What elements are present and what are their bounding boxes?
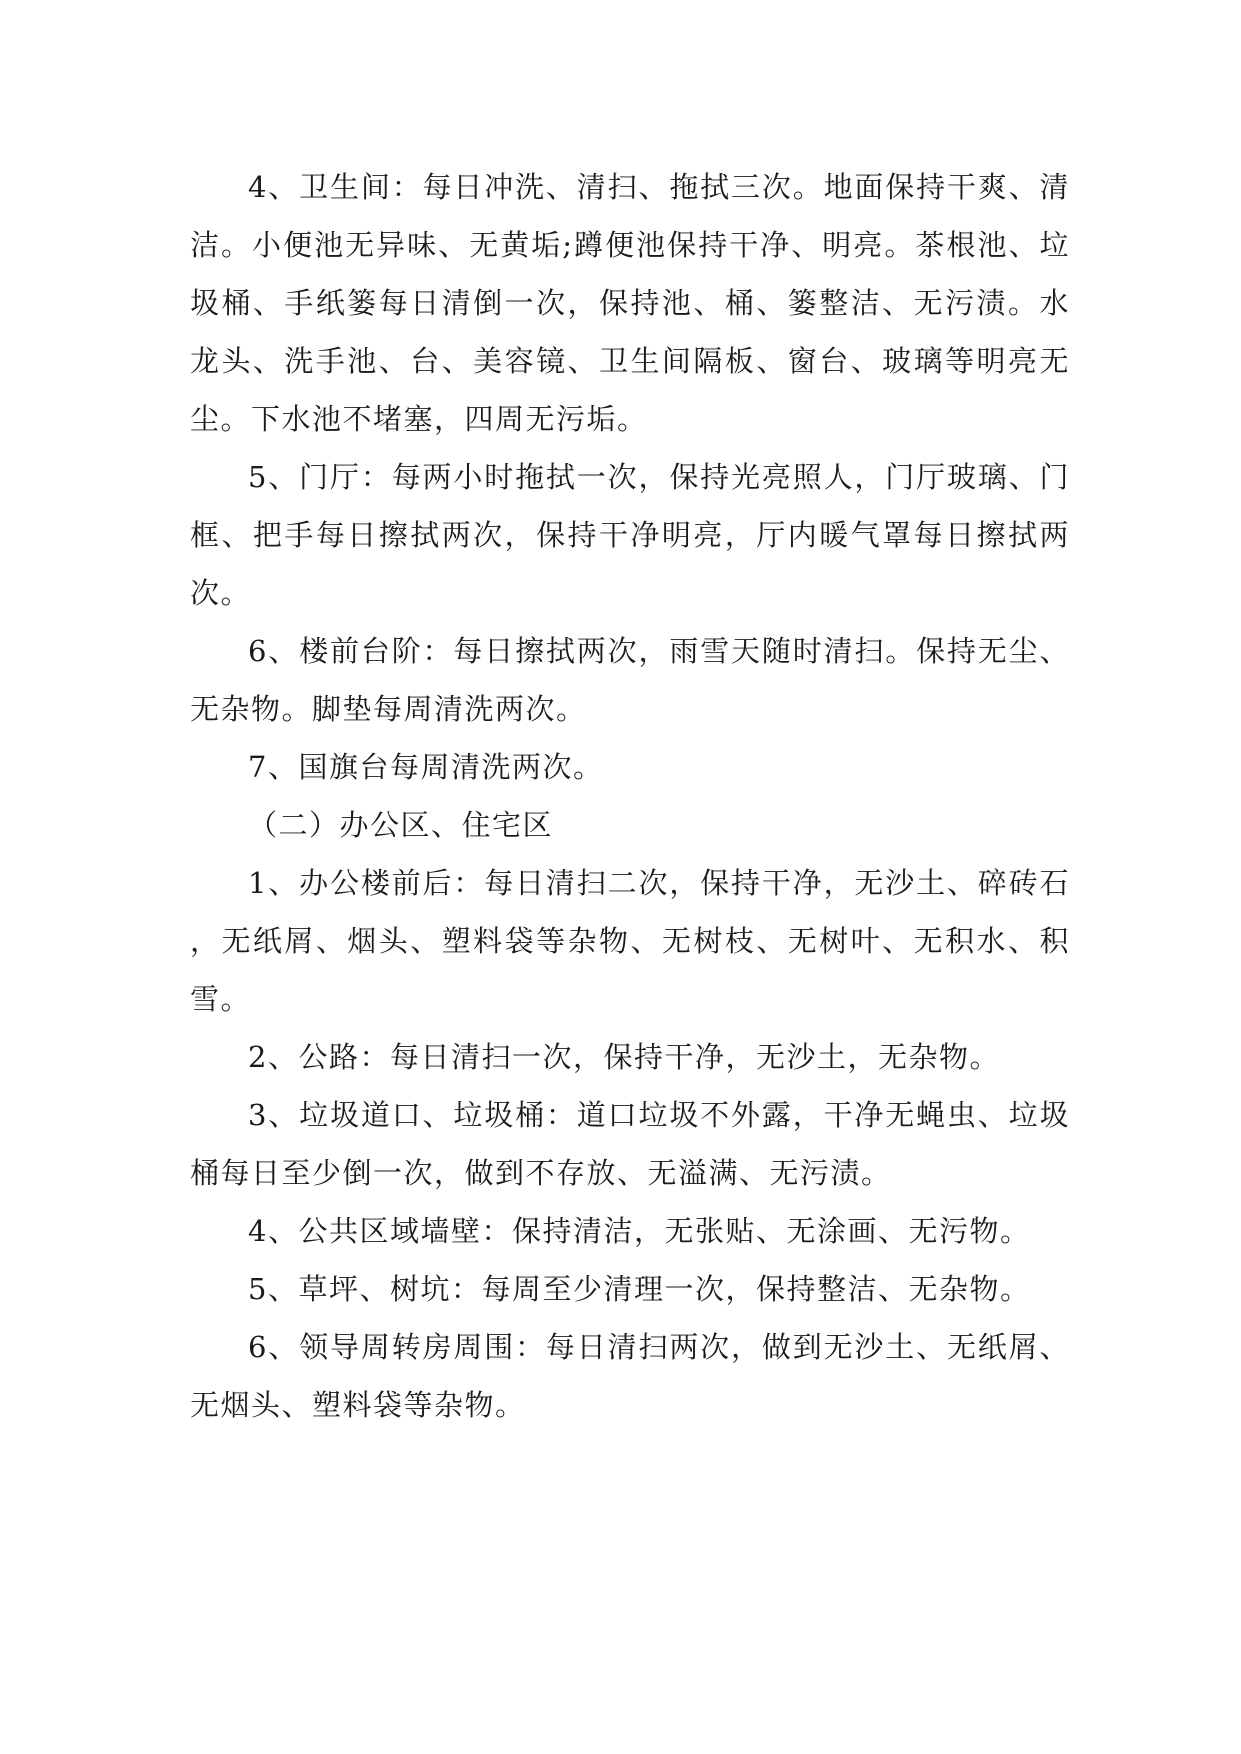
paragraph-office-building: 1、办公楼前后：每日清扫二次，保持干净，无沙土、碎砖石，无纸屑、烟头、塑料袋等杂物、无树枝、无树叶、无积水、积雪。 <box>190 866 1070 1016</box>
document-body <box>190 158 1070 1434</box>
paragraph-garbage: 3、垃圾道口、垃圾桶：道口垃圾不外露，干净无蝇虫、垃圾桶每日至少倒一次，做到不存放、无溢满、无污渍。 <box>190 1098 1070 1190</box>
paragraph-public-walls: 4、公共区域墙壁：保持清洁，无张贴、无涂画、无污物。 <box>248 1214 1031 1248</box>
paragraph-front-steps: 6、楼前台阶：每日擦拭两次，雨雪天随时清扫。保持无尘、无杂物。脚垫每周清洗两次。 <box>190 634 1070 726</box>
paragraph-lobby: 5、门厅：每两小时拖拭一次，保持光亮照人，门厅玻璃、门框、把手每日擦拭两次，保持干净明亮，厅内暖气罩每日擦拭两次。 <box>190 460 1070 610</box>
paragraph-restroom: 4、卫生间：每日冲洗、清扫、拖拭三次。地面保持干爽、清洁。小便池无异味、无黄垢;蹲便池保持干净、明亮。茶根池、垃圾桶、手纸篓每日清倒一次，保持池、桶、篓整洁、无污渍。水龙头、洗手池、台、美容镜、卫生间隔板、窗台、玻璃等明亮无尘。下水池不堵塞，四周无污垢。 <box>190 170 1070 436</box>
section-heading-office-residential: （二）办公区、住宅区 <box>248 808 554 842</box>
paragraph-leadership-housing: 6、领导周转房周围：每日清扫两次，做到无沙土、无纸屑、无烟头、塑料袋等杂物。 <box>190 1330 1070 1422</box>
paragraph-flag-platform: 7、国旗台每周清洗两次。 <box>248 750 604 784</box>
paragraph-roads: 2、公路：每日清扫一次，保持干净，无沙土，无杂物。 <box>248 1040 1000 1074</box>
paragraph-lawn-tree-pits: 5、草坪、树坑：每周至少清理一次，保持整洁、无杂物。 <box>248 1272 1031 1306</box>
